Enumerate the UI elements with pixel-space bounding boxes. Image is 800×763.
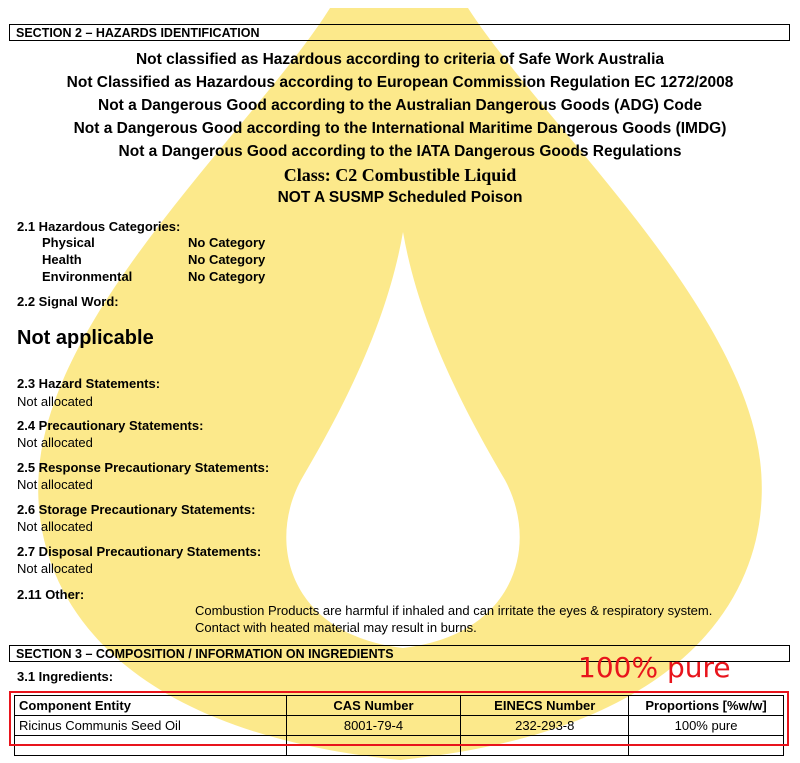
category-label: Health — [42, 252, 82, 267]
hazard-statements-value: Not allocated — [17, 394, 93, 409]
precautionary-statements-heading: 2.4 Precautionary Statements: — [17, 418, 204, 433]
poison-line: NOT A SUSMP Scheduled Poison — [277, 189, 523, 206]
column-header-proportions: Proportions [%w/w] — [629, 696, 784, 716]
other-line-1: Combustion Products are harmful if inhaled and can irritate the eyes & respiratory system. — [195, 603, 713, 618]
cell-component: Ricinus Communis Seed Oil — [15, 716, 287, 736]
category-label: Physical — [42, 235, 95, 250]
cell-einecs: 232-293-8 — [461, 716, 629, 736]
cell-cas: 8001-79-4 — [286, 716, 461, 736]
hazard-statements-heading: 2.3 Hazard Statements: — [17, 376, 161, 391]
category-label: Environmental — [42, 269, 133, 284]
column-header-einecs: EINECS Number — [461, 696, 629, 716]
column-header-cas: CAS Number — [286, 696, 461, 716]
signal-word-value: Not applicable — [17, 327, 154, 349]
storage-statements-heading: 2.6 Storage Precautionary Statements: — [17, 502, 256, 517]
category-value: No Category — [188, 269, 266, 284]
column-header-component: Component Entity — [15, 696, 287, 716]
classification-line-3: Not a Dangerous Good according to the Australian Dangerous Goods (ADG) Code — [98, 97, 702, 114]
cell-proportions: 100% pure — [629, 716, 784, 736]
ingredients-heading: 3.1 Ingredients: — [17, 669, 114, 684]
response-statements-value: Not allocated — [17, 477, 93, 492]
section-3-header: SECTION 3 – COMPOSITION / INFORMATION ON INGREDIENTS — [9, 645, 790, 662]
storage-statements-value: Not allocated — [17, 519, 93, 534]
response-statements-heading: 2.5 Response Precautionary Statements: — [17, 460, 270, 475]
hazard-categories-heading: 2.1 Hazardous Categories: — [17, 219, 181, 234]
classification-line-2: Not Classified as Hazardous according to European Commission Regulation EC 1272/2008 — [66, 74, 734, 91]
other-line-2: Contact with heated material may result in burns. — [195, 620, 477, 635]
disposal-statements-heading: 2.7 Disposal Precautionary Statements: — [17, 544, 262, 559]
highlight-annotation-label: 100% pure — [578, 651, 731, 684]
category-value: No Category — [188, 252, 266, 267]
signal-word-heading: 2.2 Signal Word: — [17, 294, 119, 309]
classification-line-5: Not a Dangerous Good according to the IATA Dangerous Goods Regulations — [118, 143, 682, 160]
disposal-statements-value: Not allocated — [17, 561, 93, 576]
class-line: Class: C2 Combustible Liquid — [283, 165, 517, 185]
other-heading: 2.11 Other: — [17, 587, 85, 602]
classification-line-1: Not classified as Hazardous according to criteria of Safe Work Australia — [135, 51, 664, 68]
highlight-annotation-box — [9, 691, 789, 746]
category-value: No Category — [188, 235, 266, 250]
section-2-header: SECTION 2 – HAZARDS IDENTIFICATION — [9, 24, 790, 41]
classification-line-4: Not a Dangerous Good according to the International Maritime Dangerous Goods (IMDG) — [73, 120, 727, 137]
precautionary-statements-value: Not allocated — [17, 435, 93, 450]
